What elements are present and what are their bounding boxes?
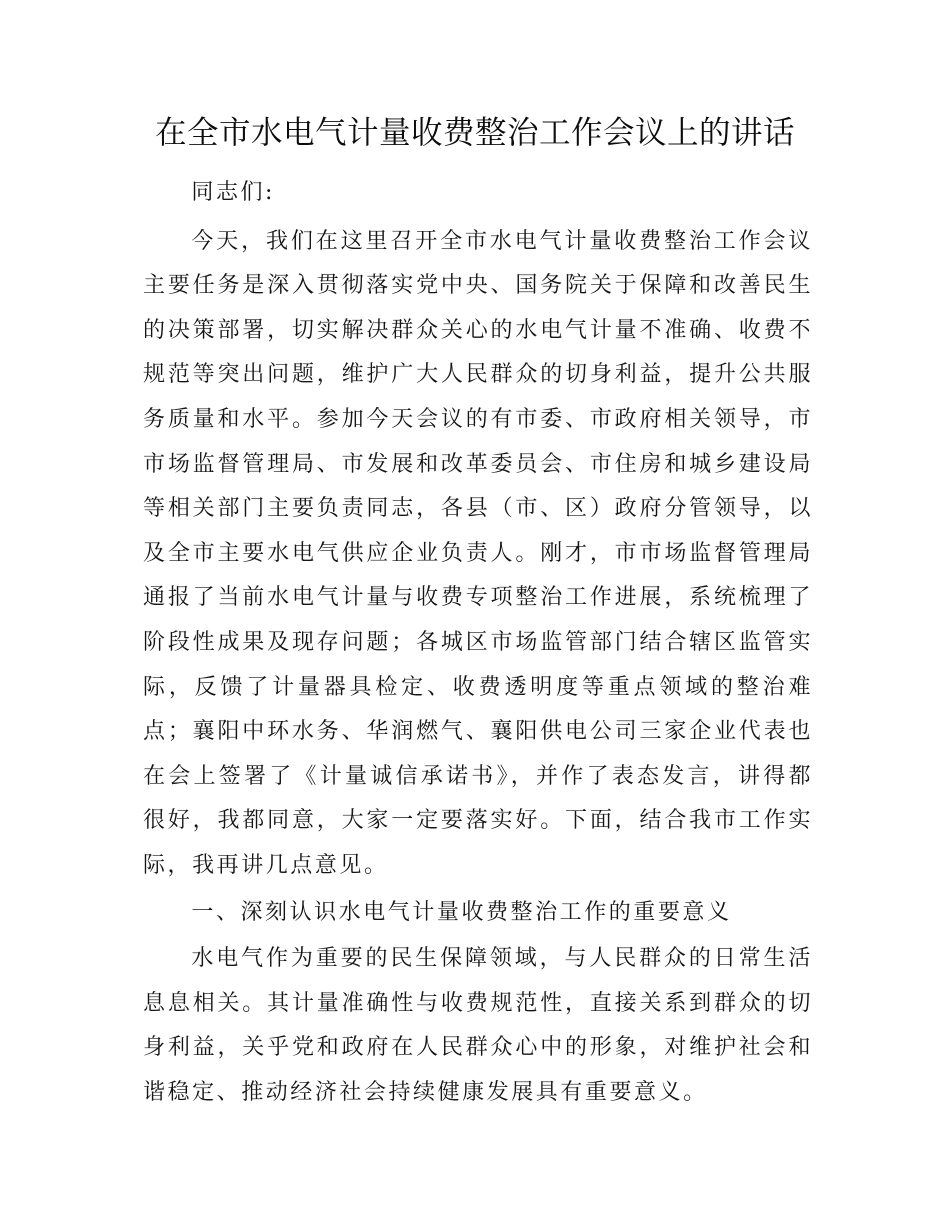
section-heading: 一、深刻认识水电气计量收费整治工作的重要意义 [191,899,732,925]
intro-paragraph: 今天，我们在这里召开全市水电气计量收费整治工作会议主要任务是深入贯彻落实党中央、国务院关于保障和改善民生的决策部署，切实解决群众关心的水电气计量不准确、收费不规范等突出问题，维护广大人民群众的切身利益，提升公共服务质量和水平。参加今天会议的有市委、市政府相关领导，市市场监督管理局、市发展和改革委员会、市住房和城乡建设局等相关部门主要负责同志，各县（市、区）政府分管领导，以及全市主要水电气供应企业负责人。刚才，市市场监督管理局通报了当前水电气计量与收费专项整治工作进展，系统梳理了阶段性成果及现存问题；各城区市场监管部门结合辖区监管实际，反馈了计量器具检定、收费透明度等重点领域的整治难点；襄阳中环水务、华润燃气、襄阳供电公司三家企业代表也在会上签署了《计量诚信承诺书》，并作了表态发言，讲得都很好，我都同意，大家一定要落实好。下面，结合我市工作实际，我再讲几点意见。 [143,228,813,878]
greeting: 同志们: [191,180,276,205]
document-body [143,171,813,1115]
document-title: 在全市水电气计量收费整治工作会议上的讲话 [154,115,795,151]
section-paragraph: 水电气作为重要的民生保障领域，与人民群众的日常生活息息相关。其计量准确性与收费规范性，直接关系到群众的切身利益，关乎党和政府在人民群众心中的形象，对维护社会和谐稳定、推动经济社会持续健康发展具有重要意义。 [143,946,813,1105]
